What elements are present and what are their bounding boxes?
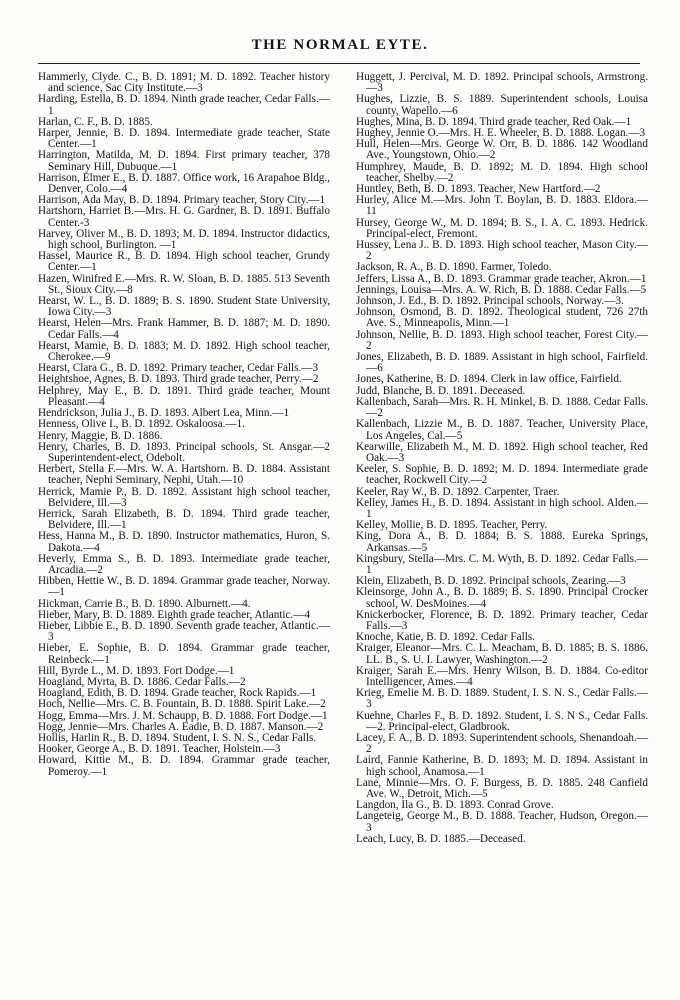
directory-entry: Harrison, Elmer E., B. D. 1887. Office work, 16 Arapahoe Bldg., Denver, Colo.—4 [38,171,330,196]
directory-entry: Hearst, Mamie, B. D. 1883; M. D. 1892. High school teacher, Cherokee.—9 [38,339,330,364]
directory-entry: Hartshorn, Harriet B.—Mrs. H. G. Gardner, B. D. 1891. Buffalo Center.-3 [38,205,330,229]
directory-entry: Hibben, Hettie W., B. D. 1894. Grammar grade teacher, Norway.—1 [38,575,330,599]
directory-entry: Hoagland, Myrta, B. D. 1886. Cedar Falls.—2 [38,675,246,688]
directory-entry: Harding, Estella, B. D. 1894. Ninth grade teacher, Cedar Falls.—1 [38,93,330,117]
header-rule [38,63,640,64]
directory-entry: Krieg, Emelie M. B. D. 1889. Student, I. S. N. S., Cedar Falls.—3 [356,687,648,711]
directory-entry: Langeteig, George M., B. D. 1888. Teacher, Hudson, Oregon.—3 [356,810,648,834]
directory-entry: Hearst, Clara G., B. D. 1892. Primary teacher, Cedar Falls.—3 [38,362,319,375]
directory-entry: Hess, Hanna M., B. D. 1890. Instructor mathematics, Huron, S. Dakota.—4 [38,530,330,554]
directory-entry: Johnson, Nellie, B. D. 1893. High school teacher, Forest City.—2 [356,328,648,352]
directory-entry: Knoche, Katie, B. D. 1892. Cedar Falls. [356,631,535,644]
directory-entry: Jones, Elizabeth, B. D. 1889. Assistant in high school, Fairfield.—6 [356,351,648,375]
directory-entry: Harper, Jennie, B. D. 1894. Intermediate grade teacher, State Center.—1 [38,127,330,151]
directory-entry: Kraiger, Eleanor—Mrs. C. L. Meacham, B. D. 1885; B. S. 1886. LL. B., S. U. I. Lawyer, Washington.—2 [356,642,648,666]
directory-entry: Hurley, Alice M.—Mrs. John T. Boylan, B. D. 1883. Eldora.—11 [356,194,648,218]
directory-entry: Kallenbach, Sarah—Mrs. R. H. Minkel, B. D. 1888. Cedar Falls.—2 [356,395,648,420]
directory-entry: Herrick, Mamie P., B. D. 1892. Assistant high school teacher, Belvidere, Ill.—3 [38,485,330,509]
directory-entry: Judd, Blanche, B. D. 1891. Deceased. [356,384,526,397]
right-column [356,72,648,845]
directory-entry: Hussey, Lena J.. B. D. 1893. High school teacher, Mason City.—2 [356,239,648,263]
directory-entry: Hendrickson, Julia J., B. D. 1893. Albert Lea, Minn.—1 [38,407,290,420]
directory-entry: Hoch, Nellie—Mrs. C. B. Fountain, B. D. 1888. Spirit Lake.—2 [38,698,326,711]
directory-entry: Jeffers, Lissa A., B. D. 1893. Grammar grade teacher, Akron.—1 [356,272,647,285]
directory-entry: Kallenbach, Lizzie M., B. D. 1887. Teacher, University Place, Los Angeles, Cal.—5 [356,418,648,442]
directory-entry: Humphrey, Maude, B. D. 1892; M. D. 1894. High school teacher, Shelby.—2 [356,160,648,184]
directory-entry: Lacey, F. A., B. D. 1893. Superintendent schools, Shenandoah.—2 [356,731,649,756]
directory-entry: Hearst, Helen—Mrs. Frank Hammer, B. D. 1887; M. D. 1890. Cedar Falls.—4 [38,317,330,341]
directory-entry: Heightshoe, Agnes, B. D. 1893. Third grade teacher, Perry.—2 [38,373,319,386]
directory-entry: Hogg, Jennie—Mrs. Charles A. Eadie, B. D. 1887. Manson.—2 [38,720,324,733]
directory-entry: Harvey, Oliver M., B. D. 1893; M. D. 1894. Instructor didactics, high school, Burlington. —1 [38,227,330,252]
directory-entry: Hull, Helen—Mrs. George W. Orr, B. D. 1886. 142 Woodland Ave., Youngstown, Ohio.—2 [356,138,648,162]
directory-entry: Hughes, Lizzie, B. S. 1889. Superintendent schools, Louisa county, Wapello.—6 [356,93,648,117]
directory-entry: Kearwille, Elizabeth M., M. D. 1892. High school teacher, Red Oak.—3 [356,440,648,464]
directory-entry: Henness, Olive I., B. D. 1892. Oskaloosa.—1. [38,418,245,431]
directory-entry: Kelley, Mollie, B. D. 1895. Teacher, Perry. [356,519,548,532]
directory-entry: Howard, Kittie M., B. D. 1894. Grammar grade teacher, Pomeroy.—1 [38,754,330,778]
directory-entry: Kleinsorge, John A., B. D. 1889; B. S. 1890. Principal Crocker school, W. DesMoines.—4 [356,586,648,610]
directory-entry: Kraiger, Sarah E.—Mrs. Henry Wilson, B. D. 1884. Co-editor Intelligencer, Ames.—4 [356,664,648,688]
directory-entry: Heverly, Emma S., B. D. 1893. Intermediate grade teacher, Arcadia.—2 [38,552,330,576]
directory-entry: Hazen, Winifred E.—Mrs. R. W. Sloan, B. D. 1885. 513 Seventh St., Sioux City.—8 [38,272,330,296]
directory-entry: Keeler, S. Sophie, B. D. 1892; M. D. 1894. Intermediate grade teacher, Rockwell City.—2 [356,463,648,487]
directory-entry: Hughes, Mina, B. D. 1894. Third grade teacher, Red Oak.—1 [356,115,632,128]
directory-entry: Herrick, Sarah Elizabeth, B. D. 1894. Third grade teacher, Belvidere, Ill.—1 [38,507,330,532]
directory-entry: Huntley, Beth, B. D. 1893. Teacher, New Hartford.—2 [356,183,601,196]
directory-entry: Langdon, Ila G., B. D. 1893. Conrad Grove. [356,799,554,812]
directory-entry: Herbert, Stella F.—Mrs. W. A. Hartshorn. B. D. 1884. Assistant teacher, Nephi Seminary, Nephi, Utah.—10 [38,463,330,487]
directory-entry: Kingsbury, Stella—Mrs. C. M. Wyth, B. D. 1892. Cedar Falls.—1 [356,552,648,576]
directory-entry: Hogg, Emma—Mrs. J. M. Schaupp, B. D. 1888. Fort Dodge.—1 [38,709,328,722]
directory-entry: Henry, Charles, B. D. 1893. Principal schools, St. Ansgar.—2 Superintendent-elect, Odebolt. [38,440,330,464]
directory-entry: Hammerly, Clyde. C., B. D. 1891; M. D. 1892. Teacher history and science, Sac City Institute.—3 [38,71,330,95]
directory-entry: Klein, Elizabeth, B. D. 1892. Principal schools, Zearing.—3 [356,575,626,588]
directory-entry: Helphrey, May E., B. D. 1891. Third grade teacher, Mount Pleasant.—4 [38,384,330,408]
directory-entry: Hughey, Jennie O.—Mrs. H. E. Wheeler, B. D. 1888. Logan.—3 [356,127,646,140]
directory-entry: Hieber, Mary, B. D. 1889. Eighth grade teacher, Atlantic.—4 [38,608,311,621]
directory-entry: Johnson, Osmond, B. D. 1892. Theological student, 726 27th Ave. S., Minneapolis, Minn.—1 [356,306,648,330]
directory-entry: Kelley, James H., B. D. 1894. Assistant in high school. Alden.—1 [356,496,648,520]
directory-entry: Henry, Maggie, B. D. 1886. [38,429,163,442]
directory-entry: Hearst, W. L., B. D. 1889; B. S. 1890. Student State University, Iowa City.—3 [38,295,330,319]
directory-entry: Hursey, George W., M. D. 1894; B. S., I. A. C. 1893. Hedrick. Principal-elect, Fremont. [356,216,648,240]
directory-entry: Knickerbocker, Florence, B. D. 1892. Primary teacher, Cedar Falls.—3 [356,608,648,632]
directory-entry: Keeler, Ray W., B. D. 1892. Carpenter, Traer. [356,485,560,498]
directory-entry: King, Dora A., B. D. 1884; B. S. 1888. Eureka Springs, Arkansas.—5 [356,530,648,554]
directory-entry: Hollis, Harlin R., B. D. 1894. Student, I. S. N. S., Cedar Falls. [38,731,317,744]
directory-entry: Harlan, C. F., B. D. 1885. [38,115,153,128]
directory-entry: Leach, Lucy, B. D. 1885.—Deceased. [356,832,526,845]
directory-entry: Hieber, E. Sophie, B. D. 1894. Grammar grade teacher, Reinbeck.—1 [38,642,330,666]
directory-entry: Jackson, R. A., B. D. 1890. Farmer, Toledo. [356,261,552,274]
directory-entry: Harrison, Ada May, B. D. 1894. Primary teacher, Story City.—1 [38,194,326,207]
directory-entry: Hill, Byrde L., M. D. 1893. Fort Dodge.—1 [38,664,235,677]
directory-entry: Jennings, Louisa—Mrs. A. W. Rich, B. D. 1888. Cedar Falls.—5 [356,283,647,296]
directory-entry: Hooker, George A., B. D. 1891. Teacher, Holstein.—3 [38,743,281,756]
directory-entry: Johnson, J. Ed., B. D. 1892. Principal schools, Norway.—3. [356,295,624,308]
directory-entry: Huggett, J. Percival, M. D. 1892. Principal schools, Armstrong.—3 [356,71,648,95]
directory-entry: Laird, Fannie Katherine, B. D. 1893; M. D. 1894. Assistant in high school, Anamosa.—1 [356,754,648,778]
directory-entry: Jones, Katherine, B. D. 1894. Clerk in law office, Fairfield. [356,373,622,386]
directory-entry: Hieber, Libbie E., B. D. 1890. Seventh grade teacher, Atlantic.— 3 [38,619,330,644]
directory-entry: Lane, Minnie—Mrs. O. F. Burgess, B. D. 1885. 248 Canfield Ave. W., Detroit, Mich.—5 [356,776,648,800]
directory-entry: Hassel, Maurice R., B. D. 1894. High school teacher, Grundy Center.—1 [38,250,330,274]
directory-entry: Kuehne, Charles F., B. D. 1892. Student, I. S. N S., Cedar Falls.—2. Principal-elect, Gladbrook. [356,709,648,733]
directory-entry: Hickman, Carrie B., B. D. 1890. Alburnett.—4. [38,597,251,610]
directory-entry: Harrington, Matilda, M. D. 1894. First primary teacher, 378 Seminary Hill, Dubuque.—1 [38,149,330,173]
left-column [38,72,330,778]
directory-entry: Hoagland, Edith, B. D. 1894. Grade teacher, Rock Rapids.—1 [38,687,317,700]
page-header-title: THE NORMAL EYTE. [251,37,429,53]
